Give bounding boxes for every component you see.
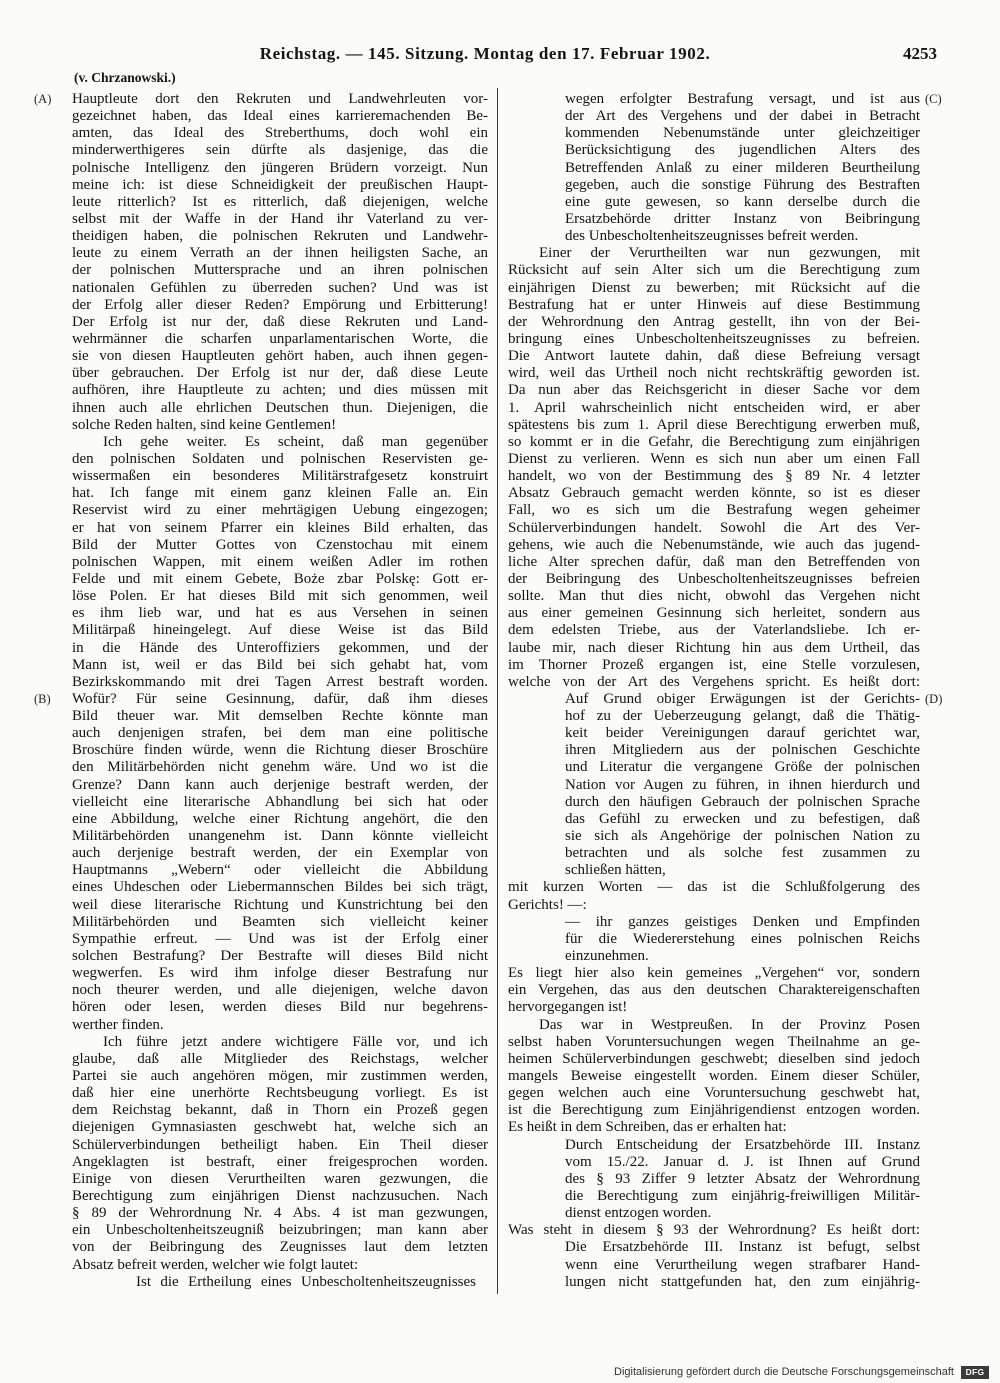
quoted-text-line: hof zu der Ueberzeugung gelangt, daß die Thätig- — [565, 708, 920, 725]
text-line: Hauptleute dort den Rekruten und Landwehrleuten vor- — [72, 91, 488, 107]
text-line: Schülerverbindungen handelt. Sowohl die Art des Ver- — [508, 519, 920, 536]
text-line: nationalen Gefühlen zu überreden suchen? Und was ist — [72, 279, 488, 296]
text-line: selbst haben Voruntersuchungen wegen Theilnahme an ge- — [508, 1033, 920, 1050]
text-line: diejenigen Gymnasiasten geschwebt hat, welche sich an — [72, 1119, 488, 1136]
text-line: löse Polen. Er hat dieses Bild mit sich genommen, weil — [72, 588, 488, 605]
text-line: Dienst zu verlieren. Wenn es sich nun aber um einen Fall — [508, 450, 920, 467]
text-line: welche von der Art des Vergehens spricht. Es heißt dort: — [508, 673, 920, 690]
text-line: Felde und mit einem Gebete, Boże zbar Polskę: Gott er- — [72, 570, 488, 587]
text-line: meine ich: ist diese Schneidigkeit der preußischen Haupt- — [72, 176, 488, 193]
text-line: leute ritterlich? Ist es ritterlich, daß diejenigen, welche — [72, 193, 488, 210]
text-line: eine Abbildung, welche einer Richtung angehört, die den — [72, 810, 488, 827]
text-line: Militärbehörden und Beamten sich vielleicht keiner — [72, 913, 488, 930]
text-line: aufhören, ihre Hauptleute zu achten; und dies müssen mit — [72, 382, 488, 399]
page-number: 4253 — [903, 44, 937, 63]
quoted-text-line: Nation vor Augen zu führen, in ihnen hierdurch und — [565, 776, 920, 793]
text-line: Der Erfolg ist nur der, daß diese Rekruten und Land- — [72, 313, 488, 330]
text-line: wissermaßen ein besonderes Militärstrafgesetz konstruirt — [72, 468, 488, 485]
quoted-text-line: sie sich als Angehörige der polnischen Nation zu — [565, 828, 920, 845]
text-line: den Militärbehörden nicht genehm wäre. Und wo ist die — [72, 759, 488, 776]
right-column — [508, 91, 920, 1291]
quoted-text-line: keit beider Vereinigungen darauf gerichtet war, — [565, 725, 920, 742]
text-line: Angeklagten ist bestraft, einer freigesprochen worden. — [72, 1153, 488, 1170]
text-line: gegen welchen auch eine Voruntersuchung geschwebt hat, — [508, 1085, 920, 1102]
quoted-text-line: wenn eine Verurtheilung wegen strafbarer Hand- — [565, 1256, 920, 1273]
quoted-text-line: betrachten und als solche fest zusammen zu — [565, 845, 920, 862]
quoted-text-line: dienst entzogen worden. — [565, 1205, 712, 1222]
text-line: es ihm lieb war, und hat es aus Versehen in seinen — [72, 605, 488, 622]
text-line: der Beibringung des Unbescholtenheitszeugnisses befreien — [508, 570, 920, 587]
text-line: gezeichnet haben, das Ideal eines karrieremachenden Be- — [72, 108, 488, 125]
text-line: in die Hände des Unteroffiziers gekommen, und der — [72, 639, 488, 656]
text-line: sollte. Man thut dies nicht, obwohl das Vergehen nicht — [508, 588, 920, 605]
quoted-text-line: die Berechtigung zum einjährig-freiwilligen Militär- — [565, 1188, 920, 1204]
quoted-text-line: Auf Grund obiger Erwägungen ist der Gerichts- — [565, 690, 920, 707]
text-line: handelt, wo von der Bestimmung des § 89 Nr. 4 letzter — [508, 468, 920, 485]
speaker-name: (v. Chrzanowski.) — [74, 70, 176, 85]
text-line: Sympathie erfreut. — Und was ist der Erfolg einer — [72, 930, 488, 947]
text-line: Einer der Verurtheilten war nun gezwungen, mit — [539, 245, 920, 262]
text-line: Partei sie auch angehören mögen, mir zustimmen werden, — [72, 1068, 488, 1085]
text-line: polnischen Wappen, mit einem weißen Adler im rothen — [72, 553, 488, 570]
text-line: minderwerthigeres sein dürfte als dasjenige, das die — [72, 142, 488, 159]
quoted-text-line: Berücksichtigung des jugendlichen Alters des — [565, 142, 920, 159]
text-line: Gerichts! —: — [508, 896, 587, 913]
quoted-text-line: für die Wiedererstehung eines polnischen Reichs — [565, 930, 920, 947]
text-line: amten, das Ideal des Streberthums, doch wohl ein — [72, 125, 488, 142]
text-line: Militärbehörden unangenehm ist. Dann könnte vielleicht — [72, 828, 488, 845]
left-column — [72, 91, 488, 1291]
text-line: hervorgegangen ist! — [508, 999, 628, 1016]
text-line: Reservist wird zu einer mehrtägigen Uebung eingezogen; — [72, 502, 488, 519]
quoted-text-line: schließen hätten, — [565, 862, 666, 879]
text-line: dem Reichstag bekannt, daß in Thorn ein Prozeß gegen — [72, 1102, 488, 1119]
quoted-text-line: Ersatzbehörde dritter Instanz von Beibringung — [565, 210, 920, 227]
text-line: ist die Berechtigung zum Einjährigendienst entzogen worden. — [508, 1102, 920, 1119]
text-line: einjährigen Dienst zu bewerben; mit Rücksicht auf die — [508, 279, 920, 296]
text-line: wird, weil das Urtheil noch nicht rechtskräftig geworden ist. — [508, 365, 920, 382]
margin-mark-b: (B) — [34, 692, 51, 706]
text-line: Mann ist, weil er das Bild bei sich gehabt hat, vom — [72, 656, 488, 673]
text-line: Fall, wo es sich um die Bestrafung wegen geheimer — [508, 502, 920, 519]
text-line: solche Reden halten, sind keine Gentlemen! — [72, 416, 337, 433]
text-line: mangels Beweise eingestellt worden. Einem dieser Schüler, — [508, 1068, 920, 1085]
quoted-text-line: des § 93 Ziffer 9 letzter Absatz der Wehrordnung — [565, 1170, 920, 1187]
text-line: sie von diesen Hauptleuten gehört haben, auch ihnen gegen- — [72, 348, 488, 365]
text-line: noch theurer werden, und alle diejenigen, welche davon — [72, 982, 488, 999]
footer-credit: Digitalisierung gefördert durch die Deutsche Forschungsgemeinschaft — [614, 1366, 954, 1378]
text-line: vielleicht eine literarische Abhandlung bei sich hat oder — [72, 793, 488, 810]
text-line: Rücksicht auf sein Alter sich um die Berechtigung zum — [508, 262, 920, 279]
text-line: im Thorner Prozeß ergangen ist, eine Stelle vorzulesen, — [508, 656, 920, 673]
text-line: Bezirkskommando mit drei Tagen Arrest bestraft worden. — [72, 673, 488, 690]
quoted-text-line: des Unbescholtenheitszeugnisses befreit werden. — [565, 228, 859, 245]
quoted-text-line: Durch Entscheidung der Ersatzbehörde III. Instanz — [565, 1136, 920, 1153]
text-line: Schülerverbindungen betheiligt haben. Ein Theil dieser — [72, 1136, 488, 1153]
text-line: der Wehrordnung den Antrag gestellt, ihn von der Bei- — [508, 313, 920, 330]
text-line: Bild der Mutter Gottes von Czenstochau mit einem — [72, 536, 488, 553]
quoted-text-line: gegeben, auch die sonstige Führung des Bestraften — [565, 176, 920, 193]
text-line: hören oder lesen, werden dieses Bild nur begehrens- — [72, 999, 488, 1016]
text-line: mit kurzen Worten — das ist die Schlußfolgerung des — [508, 879, 920, 896]
text-line: er hat von seinem Pfarrer ein kleines Bild erhalten, das — [72, 519, 488, 536]
text-line: Einige von diesen Verurtheilten waren gezwungen, die — [72, 1170, 488, 1187]
text-line: Absatz Gebrauch gemacht werden könnte, so ist es dieser — [508, 485, 920, 502]
text-line: über gebrauchen. Der Erfolg ist nur der, daß diese Leute — [72, 365, 488, 382]
text-line: von der Beibringung des Zeugnisses laut dem letzten — [72, 1239, 488, 1256]
text-line: 1. April wahrscheinlich nicht entscheiden wird, er aber — [508, 399, 920, 416]
text-line: Bild theuer war. Mit demselben Rechte könnte man — [72, 708, 488, 725]
quoted-text-line: durch den häufigen Gebrauch der polnischen Sprache — [565, 793, 920, 810]
text-line: werther finden. — [72, 1016, 164, 1033]
margin-mark-c: (C) — [925, 92, 942, 106]
quoted-text-line: kommenden Nebenumstände unter gleichzeitiger — [565, 125, 920, 142]
dfg-logo: DFG — [961, 1366, 989, 1379]
text-line: gehens, wie auch die Nebenumstände, wie auch das jugend- — [508, 536, 920, 553]
quoted-text-line: der Art des Vergehens und der dabei in Betracht — [565, 108, 920, 125]
quoted-text-line: ihren Mitgliedern aus der polnischen Geschichte — [565, 742, 920, 759]
text-line: laube mir, nach dieser Richtung hin aus dem Urtheil, das — [508, 639, 920, 656]
text-line: Da nun aber das Reichsgericht in dieser Sache vor dem — [508, 382, 920, 399]
text-line: wehrmänner die scharfen unparlamentarischen Worte, die — [72, 330, 488, 347]
text-line: dem edelsten Triebe, aus der Vaterlandsliebe. Ich er- — [508, 622, 920, 639]
quoted-text-line: das Gefühl zu erwecken und zu befestigen, daß — [565, 810, 920, 827]
text-line: weil diese literarische Richtung und Kunstrichtung bei den — [72, 896, 488, 913]
quoted-text-line: Betreffenden Anlaß zu einer milderen Beurtheilung — [565, 159, 920, 176]
text-line: Das war in Westpreußen. In der Provinz Posen — [539, 1016, 920, 1033]
running-head: Reichstag. — 145. Sitzung. Montag den 17. Februar 1902. — [259, 44, 711, 63]
text-line: ein Unbescholtenheitszeugniß beizubringen; man kann aber — [72, 1222, 488, 1239]
text-line: Berechtigung zum einjährigen Dienst nachzusuchen. Nach — [72, 1188, 488, 1204]
text-line: wegwerfen. Es wird ihm infolge dieser Bestrafung nur — [72, 965, 488, 982]
quoted-text-line: vom 15./22. Januar d. J. ist Ihnen auf Grund — [565, 1153, 920, 1170]
text-line: den polnischen Soldaten und polnischen Reservisten ge- — [72, 450, 488, 467]
text-line: auch denjenigen strafen, bei dem man eine politische — [72, 725, 488, 742]
column-divider — [497, 88, 498, 1294]
quoted-text-line: Ist die Ertheilung eines Unbescholtenheitszeugnisses — [136, 1273, 476, 1290]
text-line: hat. Ich fange mit einem ganz kleinen Falle an. Ein — [72, 485, 488, 502]
text-line: so kommt er in die Gefahr, die Berechtigung zum einjährigen — [508, 433, 920, 450]
text-line: eines Uhdeschen oder Liebermannschen Bildes bei sich trägt, — [72, 879, 488, 896]
text-line: Was steht in diesem § 93 der Wehrordnung? Es heißt dort: — [508, 1222, 920, 1239]
text-line: der Erfolg aller dieser Reden? Empörung und Erbitterung! — [72, 296, 488, 313]
text-line: Es heißt in dem Schreiben, das er erhalten hat: — [508, 1119, 787, 1136]
text-line: bringung eines Unbescholtenheitszeugnisses zu befreien. — [508, 330, 920, 347]
text-line: theidigen haben, die polnischen Rekruten und Landwehr- — [72, 228, 488, 245]
text-line: § 89 der Wehrordnung Nr. 4 Abs. 4 ist man gezwungen, — [72, 1205, 488, 1222]
text-line: Absatz befreit werden, welcher wie folgt lautet: — [72, 1256, 359, 1273]
quoted-text-line: Die Ersatzbehörde III. Instanz ist befugt, selbst — [565, 1239, 920, 1256]
text-line: aus einer gemeinen Gesinnung sich herleitet, sondern aus — [508, 605, 920, 622]
text-line: ihnen auch alle ehrlichen Deutschen thun. Diejenigen, die — [72, 399, 488, 416]
text-line: Ich gehe weiter. Es scheint, daß man gegenüber — [103, 433, 488, 450]
text-line: leute zu einem Verrath an der ihnen heiligsten Sache, an — [72, 245, 488, 262]
text-line: Militärpaß hineingelegt. Auf diese Weise ist das Bild — [72, 622, 488, 639]
text-line: Wofür? Für seine Gesinnung, dafür, daß ihm dieses — [72, 690, 488, 707]
text-line: der polnischen Muttersprache und an ihren polnischen — [72, 262, 488, 279]
text-line: ein Vergehen, das aus den deutschen Charaktereigenschaften — [508, 982, 920, 999]
text-line: Hauptmanns „Webern“ oder vielleicht die Abbildung — [72, 862, 488, 879]
text-line: auch derjenige bestraft werden, der ein Exemplar von — [72, 845, 488, 862]
quoted-text-line: lungen nicht stattgefunden hat, den zum einjährig- — [565, 1273, 920, 1290]
text-line: Es liegt hier also kein gemeines „Vergehen“ vor, sondern — [508, 965, 920, 982]
quoted-text-line: — ihr ganzes geistiges Denken und Empfinden — [565, 913, 920, 930]
margin-mark-a: (A) — [34, 92, 52, 106]
text-line: solchen Bestrafung? Der Bestrafte will dieses Bild nicht — [72, 948, 488, 965]
text-line: Ich führe jetzt andere wichtigere Fälle vor, und ich — [103, 1033, 488, 1050]
text-line: Grenze? Dann kann auch derjenige bestraft werden, der — [72, 776, 488, 793]
text-line: Broschüre finden würde, wenn die Richtung dieser Broschüre — [72, 742, 488, 759]
quoted-text-line: und Literatur die vergangene Größe der polnischen — [565, 759, 920, 776]
quoted-text-line: einzunehmen. — [565, 948, 649, 965]
text-line: polnische Intelligenz den jüngeren Brüdern vorzeigt. Nun — [72, 159, 488, 176]
margin-mark-d: (D) — [925, 692, 943, 706]
text-line: Bestrafung hat er unter Hinweis auf diese Bestimmung — [508, 296, 920, 313]
text-line: glaube, daß alle Mitglieder des Reichstags, welcher — [72, 1050, 488, 1067]
text-line: spätestens bis zum 1. April diese Berechtigung erwerben muß, — [508, 416, 920, 433]
text-line: daß hier eine unerhörte Rechtsbeugung vorliegt. Es ist — [72, 1085, 488, 1102]
text-line: heimen Schülerverbindungen geschwebt; dieselben sind jedoch — [508, 1050, 920, 1067]
quoted-text-line: eine gute gewesen, so kann derselbe durch die — [565, 193, 920, 210]
quoted-text-line: wegen erfolgter Bestrafung versagt, und ist aus — [565, 91, 920, 107]
text-line: selbst mit der Waffe in der Hand ihr Vaterland zu ver- — [72, 210, 488, 227]
text-line: Die Antwort lautete dahin, daß diese Befreiung versagt — [508, 348, 920, 365]
text-line: liche Alter sprechen dafür, daß man den Betreffenden von — [508, 553, 920, 570]
